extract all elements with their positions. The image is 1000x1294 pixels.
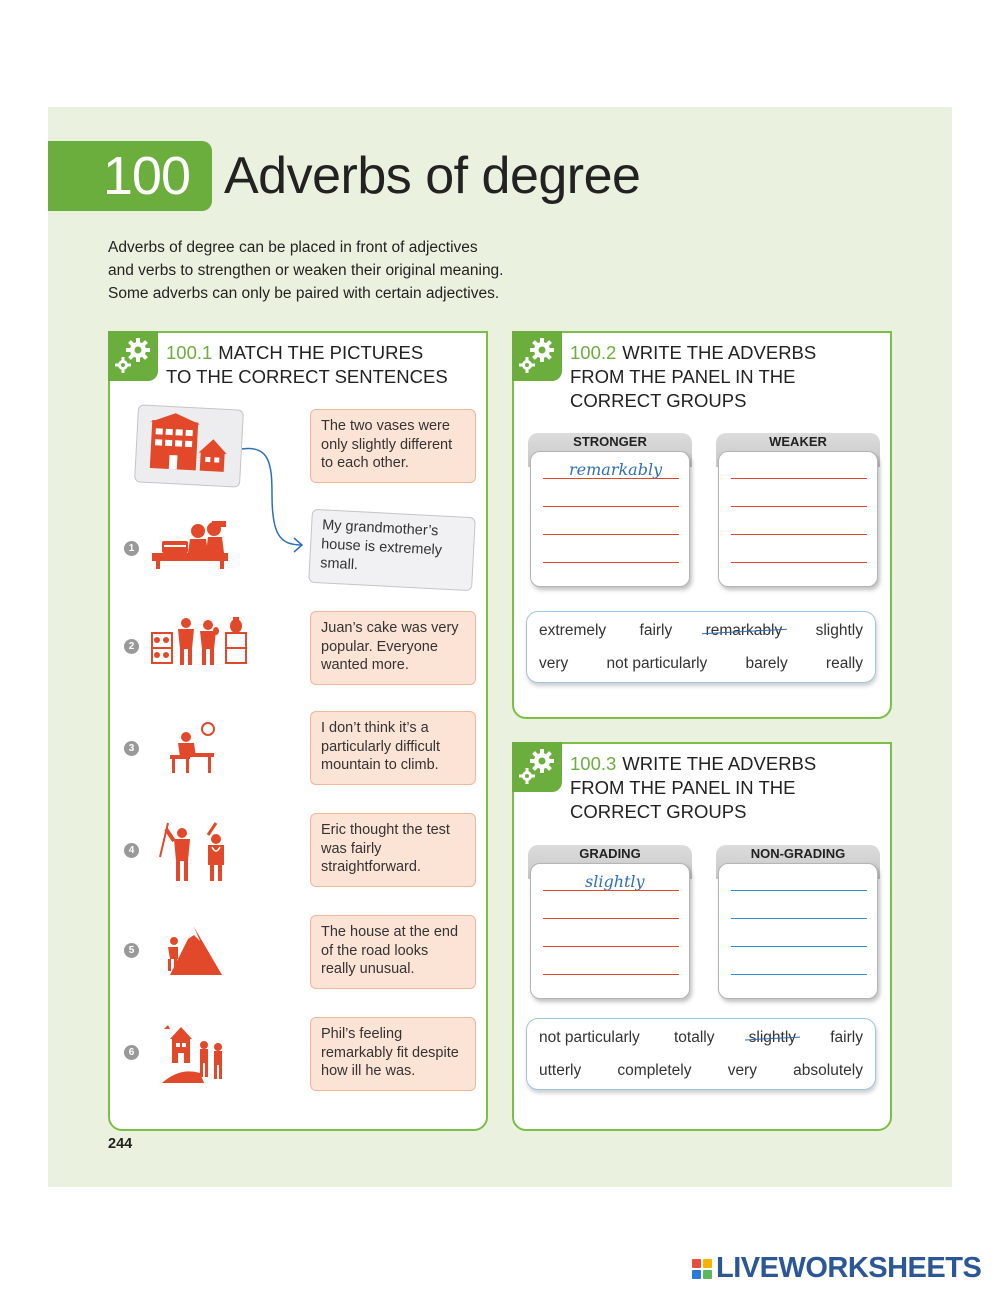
gear-icon (512, 331, 562, 381)
word-option[interactable]: slightly (815, 622, 863, 639)
answer-line[interactable] (543, 890, 679, 891)
word-panel (526, 1018, 876, 1090)
exercise-heading (570, 341, 816, 413)
word-option[interactable]: totally (673, 1029, 715, 1046)
logo-mark-icon (692, 1259, 712, 1279)
answer-line[interactable] (731, 974, 867, 975)
column-header: NON-GRADING (716, 845, 880, 879)
column-header: GRADING (528, 845, 692, 879)
intro-line: Some adverbs can only be paired with certain adjectives. (108, 285, 500, 302)
exercise-100-1-panel (108, 331, 488, 1131)
doctor-patient-icon (156, 819, 232, 885)
vases-icon (150, 615, 250, 667)
cake-icon (150, 519, 230, 571)
heading-line: WRITE THE ADVERBS (622, 342, 817, 363)
example-answer: slightly (585, 872, 645, 891)
non-grading-column (716, 845, 880, 1001)
brand-name: LIVEWORKSHEETS (716, 1252, 982, 1284)
word-option[interactable]: fairly (830, 1029, 863, 1046)
answer-line[interactable] (731, 562, 867, 563)
word-option[interactable]: extremely (539, 622, 607, 639)
exercise-heading (570, 752, 816, 824)
gear-icon (512, 742, 562, 792)
answer-line[interactable] (731, 478, 867, 479)
answer-line[interactable] (731, 946, 867, 947)
exercise-heading (166, 341, 448, 389)
item-number: 2 (124, 639, 139, 654)
word-option[interactable]: fairly (639, 622, 673, 639)
word-option[interactable]: not particularly (539, 1029, 640, 1046)
example-sentence-box: My grandmother’s house is extremely small. (308, 509, 476, 591)
item-number: 4 (124, 843, 139, 858)
heading-line: FROM THE PANEL IN THE (570, 366, 796, 387)
answer-line[interactable] (731, 506, 867, 507)
spooky-house-icon (160, 1023, 230, 1085)
heading-line: WRITE THE ADVERBS (622, 753, 817, 774)
heading-line: TO THE CORRECT SENTENCES (166, 366, 448, 387)
answer-area[interactable] (718, 451, 878, 587)
sentence-box[interactable]: I don’t think it’s a particularly difficult mountain to climb. (310, 711, 476, 785)
answer-area[interactable] (718, 863, 878, 999)
word-option[interactable]: not particularly (606, 655, 708, 672)
example-connector-arrow (240, 445, 310, 555)
word-option[interactable]: utterly (539, 1062, 582, 1079)
word-option-used: slightly (748, 1029, 797, 1046)
answer-line[interactable] (543, 478, 679, 479)
answer-line[interactable] (731, 534, 867, 535)
sentence-box[interactable]: The two vases were only slightly different to each other. (310, 409, 476, 483)
word-option[interactable]: very (539, 655, 569, 672)
word-option[interactable]: barely (745, 655, 788, 672)
exercise-100-2-panel (512, 331, 892, 719)
intro-line: Adverbs of degree can be placed in front of adjectives (108, 239, 478, 256)
exercise-code: 100.3 (570, 753, 617, 774)
sentence-box[interactable]: Eric thought the test was fairly straightforward. (310, 813, 476, 887)
answer-line[interactable] (731, 890, 867, 891)
word-option[interactable]: really (825, 655, 863, 672)
intro-line: and verbs to strengthen or weaken their original meaning. (108, 262, 504, 279)
answer-line[interactable] (543, 534, 679, 535)
word-option[interactable]: completely (617, 1062, 692, 1079)
heading-line: CORRECT GROUPS (570, 801, 747, 822)
exercise-100-3-panel (512, 742, 892, 1131)
answer-line[interactable] (543, 974, 679, 975)
heading-line: FROM THE PANEL IN THE (570, 777, 796, 798)
item-number: 5 (124, 943, 139, 958)
word-option-used: remarkably (705, 622, 783, 639)
answer-line[interactable] (731, 918, 867, 919)
column-header: STRONGER (528, 433, 692, 467)
word-option[interactable]: absolutely (793, 1062, 863, 1079)
exercise-code: 100.1 (166, 342, 213, 363)
answer-line[interactable] (543, 506, 679, 507)
answer-area[interactable] (530, 863, 690, 999)
word-option[interactable]: very (727, 1062, 757, 1079)
weaker-column (716, 433, 880, 589)
mountain-climber-icon (164, 923, 224, 977)
heading-line: MATCH THE PICTURES (218, 342, 424, 363)
example-answer: remarkably (569, 460, 663, 479)
unit-number: 100 (48, 141, 212, 211)
item-number: 3 (124, 741, 139, 756)
page-number: 244 (108, 1136, 133, 1152)
item-number: 6 (124, 1045, 139, 1060)
houses-icon (134, 404, 244, 487)
answer-line[interactable] (543, 918, 679, 919)
page-title: Adverbs of degree (224, 147, 641, 205)
word-panel (526, 611, 876, 683)
intro-text (108, 236, 548, 305)
exam-desk-icon (168, 719, 218, 775)
item-number: 1 (124, 541, 139, 556)
heading-line: CORRECT GROUPS (570, 390, 747, 411)
answer-line[interactable] (543, 946, 679, 947)
exercise-code: 100.2 (570, 342, 617, 363)
gear-icon (108, 331, 158, 381)
column-header: WEAKER (716, 433, 880, 467)
answer-line[interactable] (543, 562, 679, 563)
answer-area[interactable] (530, 451, 690, 587)
grading-column (528, 845, 692, 1001)
liveworksheets-logo (692, 1252, 981, 1285)
sentence-box[interactable]: Phil’s feeling remarkably fit despite how ill he was. (310, 1017, 476, 1091)
sentence-box[interactable]: The house at the end of the road looks really unusual. (310, 915, 476, 989)
stronger-column (528, 433, 692, 589)
sentence-box[interactable]: Juan’s cake was very popular. Everyone wanted more. (310, 611, 476, 685)
